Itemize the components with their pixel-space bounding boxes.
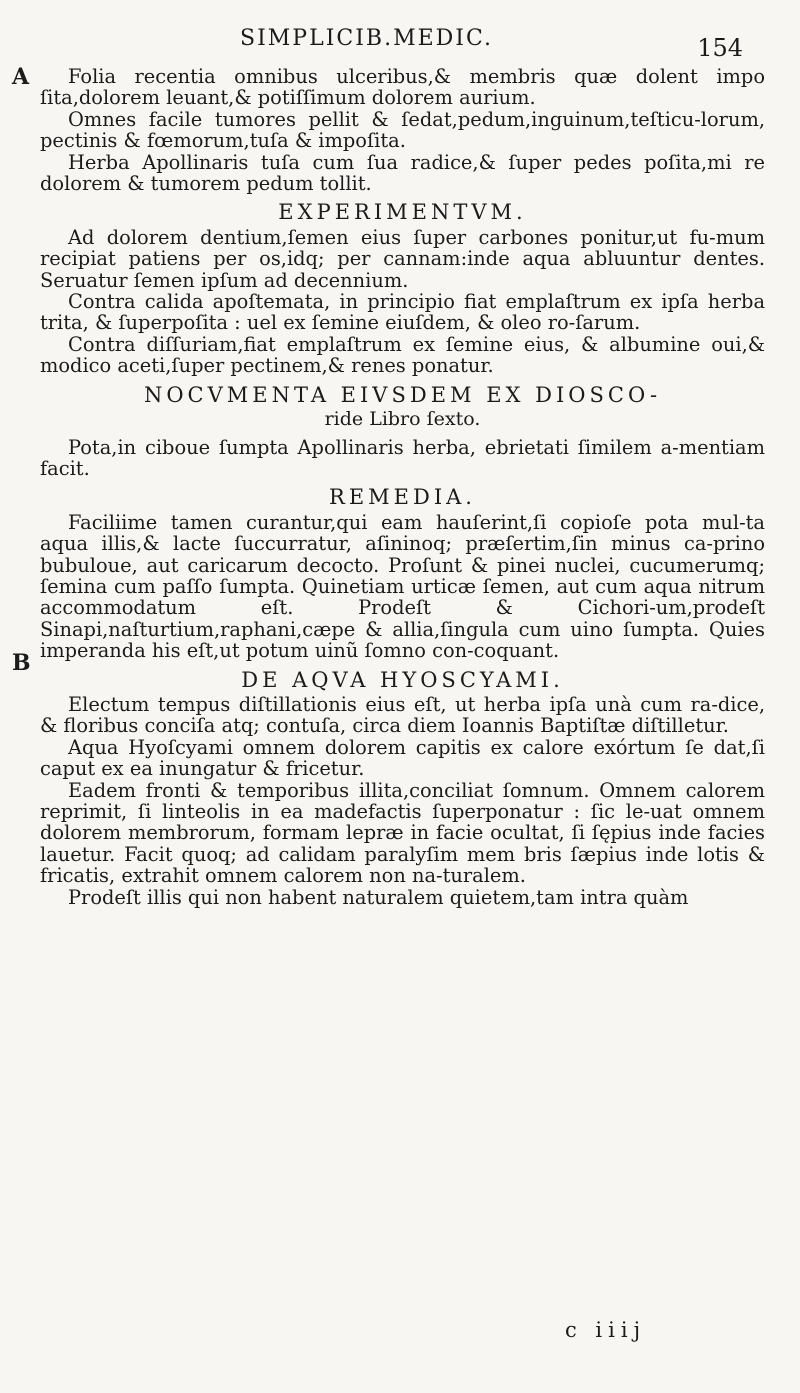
paragraph: Faciliime tamen curantur,qui eam hauſerint,ſi copioſe pota mul-ta aqua illis,& lacte ſuccurratur, aſininoq; præſertim,ſin minus ca-prino bubuloue, aut caricarum decocto. Proſunt & pinei nuclei, cucumerumq; ſemina cum paſſo ſumpta. Quinetiam urticæ ſemen, aut cum aqua nitrum accommodatum eſt. Prodeſt & Cichori-um,prodeſt Sinapi,naſturtium,raphani,cæpe & allia,ſingula cum uino ſumpta. Quies imperanda his eſt,ut potum uinũ ſomno con-coquant. xyxy=(40,510,765,663)
paragraph: Ad dolorem dentium,ſemen eius ſuper carbones ponitur,ut fu-mum recipiat patiens per os,idq; per cannam:inde aqua abluuntur dentes. Seruatur ſemen ipſum ad decennium. xyxy=(40,225,765,292)
paragraph: Contra diſſuriam,fiat emplaſtrum ex ſemine eius, & albumine oui,& modico aceti,ſuper pectinem,& renes ponatur. xyxy=(40,332,765,378)
section-heading-aqua: DE AQVA HYOSCYAMI. xyxy=(241,667,564,692)
section-heading-nocumenta: NOCVMENTA EIVSDEM EX DIOSCO- xyxy=(143,382,662,407)
signature-mark: c iiij xyxy=(565,1318,647,1342)
body-text xyxy=(40,66,765,908)
margin-letter-b: B xyxy=(12,650,31,676)
paragraph: Prodeſt illis qui non habent naturalem quietem,tam intra quàm xyxy=(68,885,689,909)
margin-letter-a: A xyxy=(12,64,30,90)
paragraph: Pota,in ciboue ſumpta Apollinaris herba, ebrietati ſimilem a-mentiam facit. xyxy=(40,435,765,480)
paragraph: Electum tempus diſtillationis eius eſt, ut herba ipſa unà cum ra-dice, & floribus conciſa atq; contuſa, circa diem Ioannis Baptiſtæ diſtilletur. xyxy=(40,692,765,738)
paragraph: Contra calida apoſtemata, in principio fiat emplaſtrum ex ipſa herba trita, & ſuperpoſita : uel ex ſemine eiuſdem, & oleo ro-ſarum. xyxy=(40,290,765,335)
paragraph: Aqua Hyoſcyami omnem dolorem capitis ex calore exórtum ſe dat,ſi caput ex ea inungatur & fricetur. xyxy=(40,735,765,781)
section-heading-remedia: REMEDIA. xyxy=(329,485,476,510)
paragraph: Omnes facile tumores pellit & ſedat,pedum,inguinum,teſticu-lorum, pectinis & fœmorum,tuſa & impoſita. xyxy=(40,107,765,153)
section-subheading-nocumenta: ride Libro ſexto. xyxy=(324,408,481,431)
book-page xyxy=(40,26,765,908)
running-title: SIMPLICIB.MEDIC. xyxy=(240,26,494,51)
section-heading-experimentum: EXPERIMENTVM. xyxy=(278,200,527,225)
page-header xyxy=(40,26,765,66)
paragraph: Herba Apollinaris tuſa cum ſua radice,& ſuper pedes poſita,mi re dolorem & tumorem pedum tollit. xyxy=(40,150,765,196)
paragraph: Eadem fronti & temporibus illita,conciliat ſomnum. Omnem calorem reprimit, ſi linteolis in ea madefactis ſuperponatur : ſic le-uat omnem dolorem membrorum, formam lepræ in facie ocultat, ſi ſępius inde facies lauetur. Facit quoq; ad calidam paralyſim mem bris ſæpius inde lotis & fricatis, extrahit omnem calorem non na-turalem. xyxy=(40,778,765,888)
page-number: 154 xyxy=(697,34,743,62)
paragraph: Folia recentia omnibus ulceribus,& membris quæ dolent impo ſita,dolorem leuant,& potiſſimum dolorem aurium. xyxy=(40,65,765,110)
